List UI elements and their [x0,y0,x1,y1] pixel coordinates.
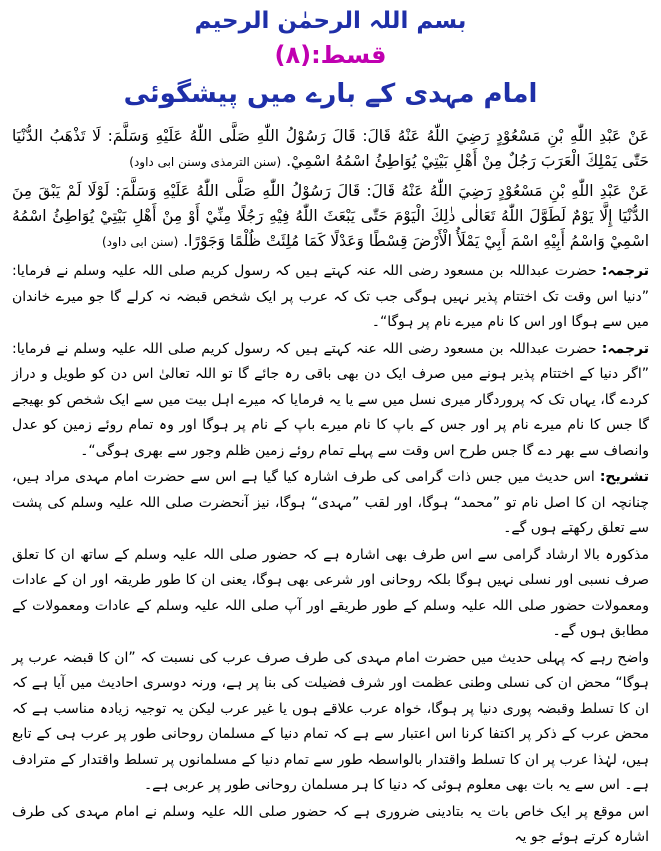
article-page [0,6,661,845]
explanation-paragraph-1 [12,465,649,542]
header [12,6,649,110]
explanation-paragraph-2: مذکورہ بالا ارشاد گرامی سے اس طرف بھی اشارہ ہے کہ حضور صلی اللہ علیہ وسلم کے ساتھ ان کا تعلق صرف نسبی اور نسلی نہیں ہوگا بلکہ روحانی اور شرعی بھی ہوگا، یعنی ان کا طور طریقہ اور ان کے عادات ومعمولات حضور صلی اللہ علیہ وسلم کے طور طریقے اور آپ صلی اللہ علیہ وسلم کے عادات ومعمولات کے مطابق ہوں گے۔ [12,546,649,639]
article-body [12,124,649,851]
hadith-2 [12,179,649,255]
translation-1 [12,259,649,336]
installment-number: قسط:(۸) [274,41,387,69]
hadith-2-text: عَنْ عَبْدِ اللّٰهِ بْنِ مَسْعُوْدٍ رَضِيَ اللّٰهُ عَنْهُ قَالَ: قَالَ رَسُوْلُ اللّٰهِ صَلَّى اللّٰهُ عَلَيْهِ وَسَلَّمَ: لَوْلَا لَمْ يَبْقَ مِنَ الدُّنْيَا إِلَّا يَوْمٌ لَطَوَّلَ اللّٰهُ تَعَالٰى ذٰلِكَ الْيَوْمَ حَتّٰى يَبْعَثَ اللّٰهُ فِيْهِ رَجُلًا مِنِّيْ أَوْ مِنْ أَهْلِ بَيْتِيْ يُوَاطِئُ اسْمُهُ اسْمِيْ وَاسْمُ أَبِيْهِ اسْمَ أَبِيْ يَمْلَأُ الْأَرْضَ قِسْطًا وَعَدْلًا كَمَا مُلِئَتْ ظُلْمًا وَجَوْرًا. [12,182,649,250]
hadith-1-text: عَنْ عَبْدِ اللّٰهِ بْنِ مَسْعُوْدٍ رَضِيَ اللّٰهُ عَنْهُ قَالَ: قَالَ رَسُوْلُ اللّٰهِ صَلَّى اللّٰهُ عَلَيْهِ وَسَلَّمَ: لَا تَذْهَبُ الدُّنْيَا حَتّٰى يَمْلِكَ الْعَرَبَ رَجُلٌ مِنْ أَهْلِ بَيْتِيْ يُوَاطِئُ اسْمُهُ اسْمِيْ. [12,127,649,170]
explanation-paragraph-4: اس موقع پر ایک خاص بات یہ بتادینی ضروری ہے کہ حضور صلی اللہ علیہ وسلم نے امام مہدی کی طرف اشارہ کرتے ہوئے جو یہ [12,803,649,845]
hadith-1 [12,124,649,175]
translation-2-label: ترجمہ: [601,340,649,357]
translation-2-text: حضرت عبداللہ بن مسعود رضی اللہ عنہ کہتے ہیں کہ رسول کریم صلی اللہ علیہ وسلم نے فرمایا: ”اگر دنیا کے اختتام پذیر ہونے میں صرف ایک دن بھی باقی رہ جائے گا تو اللہ تعالیٰ اس دن کو طویل و دراز کردے گا، یہاں تک کہ پروردگار میری نسل میں سے یا یہ فرمایا کہ میرے اہل بیت میں سے ایک شخص کو بھیجے گا جس کا نام میرے نام پر اور جس کے باپ کا نام میرے باپ کے نام پر ہوگا اور وہ تمام روئے زمین کو عدل وانصاف سے بھر دے گا جس طرح اس وقت سے پہلے تمام روئے زمین ظلم وجور سے بھری ہوگی“۔ [12,340,649,459]
explanation-text-1: اس حدیث میں جس ذات گرامی کی طرف اشارہ کیا گیا ہے اس سے حضرت امام مہدی مراد ہیں، چنانچہ ان کا اصل نام تو ”محمد“ ہوگا، اور لقب ”مہدی“ ہوگا، نیز آنحضرت صلی اللہ علیہ وسلم کی پشت سے تعلق رکھتے ہوں گے۔ [12,469,649,536]
article-title: امام مہدی کے بارے میں پیشگوئی [123,79,538,109]
hadith-1-reference: (سنن الترمذی وسنن ابی داود) [129,155,282,169]
hadith-2-reference: (سنن ابی داود) [102,235,179,249]
explanation-label: تشریح: [599,469,649,485]
translation-2 [12,337,649,465]
basmala-heading: بسم اللہ الرحمٰن الرحیم [194,8,467,34]
translation-1-text: حضرت عبداللہ بن مسعود رضی اللہ عنہ کہتے ہیں کہ رسول کریم صلی اللہ علیہ وسلم نے فرمایا: ”دنیا اس وقت تک اختتام پذیر نہیں ہوگی جب تک کہ عرب پر ایک شخص قبضہ نہ کرلے گا جو میرے خاندان میں سے ہوگا اور اس کا نام میرے نام پر ہوگا“۔ [12,263,649,330]
translation-1-label: ترجمہ: [601,263,649,279]
explanation-paragraph-3: واضح رہے کہ پہلی حدیث میں حضرت امام مہدی کی طرف صرف عرب کی نسبت کہ ”ان کا قبضہ عرب پر ہوگا“ محض ان کی نسلی وطنی عظمت اور شرف فضیلت کی بنا پر ہے، ورنہ دوسری احادیث میں آیا ہے کہ ان کا تسلط وقبضہ پوری دنیا پر ہوگا، خواہ عرب علاقے ہوں یا غیر عرب لیکن یہ توجیہ زیادہ مناسب ہے کہ محض عرب کے ذکر پر اکتفا کرنا اس اعتبار سے ہے کہ تمام دنیا کے مسلمان روحانی طور پر عرب ہی کے تابع ہیں، لہٰذا عرب پر ان کا تسلط واقتدار بالواسطہ طور سے تمام دنیا کے مسلمانوں پر تسلط واقتدار کے مترادف ہے۔ اس سے یہ بات بھی معلوم ہوئی کہ دنیا کا ہر مسلمان روحانی طور پر عربی ہے۔ [11,649,649,793]
